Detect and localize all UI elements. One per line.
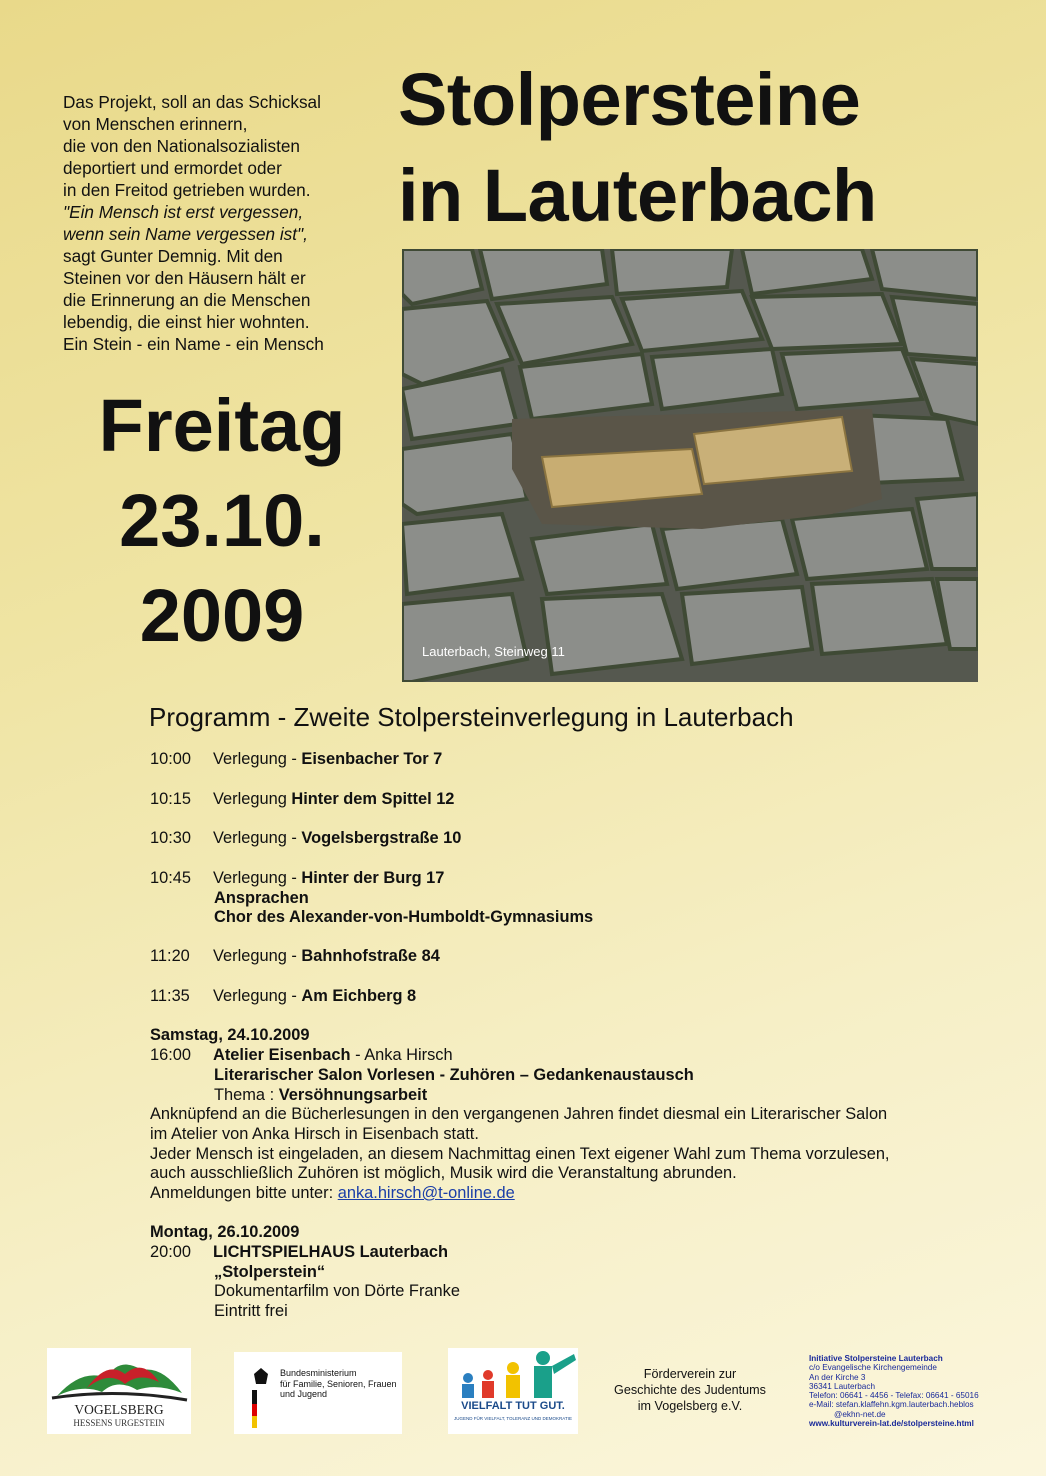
intro-line: sagt Gunter Demnig. Mit den	[63, 246, 283, 266]
saturday-theme	[214, 1085, 427, 1105]
signup-email-link[interactable]: anka.hirsch@t-online.de	[337, 1184, 515, 1202]
program-time: 11:35	[150, 987, 190, 1005]
program-label: Verlegung -	[213, 869, 302, 887]
intro-quote-line: "Ein Mensch ist erst vergessen,	[63, 202, 304, 222]
program-place: Bahnhofstraße 84	[301, 947, 440, 965]
program-extra: Chor des Alexander-von-Humboldt-Gymnasiums	[214, 908, 594, 926]
date-year: 2009	[139, 574, 305, 657]
monday-heading: Montag, 26.10.2009	[150, 1223, 300, 1241]
vielfalt-tagline: JUGEND FÜR VIELFALT, TOLERANZ UND DEMOKRATIE	[454, 1416, 572, 1421]
program-item	[150, 986, 416, 1006]
intro-line: deportiert und ermordet oder	[63, 158, 282, 178]
program-time: 10:00	[150, 750, 192, 768]
program-time: 11:20	[150, 947, 190, 965]
vielfalt-figures-icon	[448, 1348, 578, 1408]
vielfalt-logo	[448, 1348, 578, 1434]
intro-line: Das Projekt, soll an das Schicksal	[63, 92, 321, 112]
saturday-heading: Samstag, 24.10.2009	[150, 1026, 310, 1044]
program-place: Hinter dem Spittel 12	[291, 790, 455, 808]
bmfsfj-line: und Jugend	[280, 1389, 328, 1399]
foerderverein-line: Geschichte des Judentums	[614, 1383, 766, 1397]
foerderverein-line: Förderverein zur	[643, 1367, 737, 1381]
foerderverein-text	[604, 1366, 776, 1414]
initiative-line: 36341 Lauterbach	[809, 1381, 876, 1391]
foerderverein-line: im Vogelsberg e.V.	[637, 1399, 743, 1413]
program-item	[150, 828, 461, 848]
initiative-line: @ekhn-net.de	[809, 1409, 886, 1419]
intro-line: die Erinnerung an die Menschen	[63, 290, 311, 310]
photo-caption: Lauterbach, Steinweg 11	[422, 644, 565, 659]
program-item	[150, 749, 442, 769]
intro-line: in den Freitod getrieben wurden.	[63, 180, 311, 200]
initiative-line: Telefon: 06641 - 4456 - Telefax: 06641 - 65016	[809, 1391, 979, 1401]
vogelsberg-name: VOGELSBERG	[74, 1402, 164, 1417]
program-time: 10:45	[150, 869, 192, 887]
intro-line: die von den Nationalsozialisten	[63, 136, 300, 156]
date-date: 23.10.	[119, 479, 325, 562]
program-label: Verlegung	[213, 790, 292, 808]
title-line-1: Stolpersteine	[398, 58, 861, 141]
program-label: Verlegung -	[213, 947, 302, 965]
monday-venue: LICHTSPIELHAUS Lauterbach	[213, 1243, 448, 1261]
saturday-event-title: Literarischer Salon Vorlesen - Zuhören – Gedankenaustausch	[214, 1066, 694, 1084]
signup-label: Anmeldungen bitte unter:	[150, 1184, 338, 1202]
program-item	[150, 946, 440, 966]
initiative-url-link[interactable]: www.kulturverein-lat.de/stolpersteine.html	[809, 1419, 974, 1429]
intro-text	[63, 91, 383, 355]
program-item	[150, 868, 444, 888]
saturday-theme-label: Thema :	[214, 1086, 279, 1104]
initiative-line: e-Mail: stefan.klaffehn.kgm.lauterbach.heblos	[809, 1400, 974, 1410]
saturday-desc-line: Jeder Mensch ist eingeladen, an diesem Nachmittag einen Text eigener Wahl zum Thema vorzulesen,	[150, 1145, 890, 1163]
bmfsfj-logo	[234, 1352, 402, 1434]
saturday-desc-line: Anknüpfend an die Bücherlesungen in den vergangenen Jahren findet diesmal ein Literarischer Salon	[150, 1105, 888, 1123]
initiative-line: c/o Evangelische Kirchengemeinde	[809, 1363, 937, 1373]
bmfsfj-line: für Familie, Senioren, Frauen	[280, 1378, 397, 1389]
event-date	[62, 378, 382, 663]
federal-eagle-icon	[246, 1366, 276, 1428]
vogelsberg-logo	[47, 1348, 191, 1434]
program-label: Verlegung -	[213, 750, 302, 768]
page-title	[398, 52, 998, 244]
initiative-contact	[809, 1354, 1029, 1428]
intro-line: Ein Stein - ein Name - ein Mensch	[63, 334, 324, 354]
date-day: Freitag	[98, 384, 346, 467]
monday-time: 20:00	[150, 1243, 192, 1261]
saturday-time: 16:00	[150, 1046, 192, 1064]
program-time: 10:15	[150, 790, 192, 808]
intro-line: lebendig, die einst hier wohnten.	[63, 312, 310, 332]
saturday-theme-value: Versöhnungsarbeit	[278, 1086, 428, 1104]
program-place: Am Eichberg 8	[301, 987, 417, 1005]
initiative-name: Initiative Stolpersteine Lauterbach	[809, 1354, 943, 1363]
program-label: Verlegung -	[213, 987, 302, 1005]
program-place: Vogelsbergstraße 10	[301, 829, 462, 847]
stolpersteine-photo	[402, 249, 978, 682]
saturday-desc-line: im Atelier von Anka Hirsch in Eisenbach statt.	[150, 1125, 479, 1143]
program-extra: Ansprachen	[214, 889, 309, 907]
vielfalt-name: VIELFALT TUT GUT.	[461, 1400, 565, 1412]
intro-line: von Menschen erinnern,	[63, 114, 248, 134]
bmfsfj-line: Bundesministerium	[280, 1368, 357, 1378]
program-place: Hinter der Burg 17	[301, 869, 445, 887]
program-place: Eisenbacher Tor 7	[301, 750, 443, 768]
saturday-venue-suffix: - Anka Hirsch	[350, 1046, 453, 1064]
vogelsberg-tagline: HESSENS URGESTEIN	[73, 1418, 165, 1428]
bmfsfj-text	[280, 1368, 397, 1400]
title-line-2: in Lauterbach	[398, 154, 877, 237]
saturday-signup	[150, 1183, 515, 1203]
monday-film-desc: Dokumentarfilm von Dörte Franke	[214, 1282, 460, 1300]
saturday-desc-line: auch ausschließlich Zuhören ist möglich, Musik wird die Veranstaltung abrunden.	[150, 1164, 737, 1182]
cobblestone-image	[402, 249, 978, 682]
saturday-venue: Atelier Eisenbach	[213, 1046, 351, 1064]
initiative-line: An der Kirche 3	[809, 1372, 866, 1382]
program-item	[150, 789, 454, 809]
saturday-event	[150, 1045, 453, 1065]
program-label: Verlegung -	[213, 829, 302, 847]
intro-quote-line: wenn sein Name vergessen ist",	[63, 224, 308, 244]
monday-event	[150, 1242, 448, 1262]
program-time: 10:30	[150, 829, 192, 847]
program-title: Programm - Zweite Stolpersteinverlegung in Lauterbach	[149, 702, 794, 732]
monday-film: „Stolperstein“	[214, 1263, 326, 1281]
intro-line: Steinen vor den Häusern hält er	[63, 268, 306, 288]
monday-entry: Eintritt frei	[214, 1302, 288, 1320]
